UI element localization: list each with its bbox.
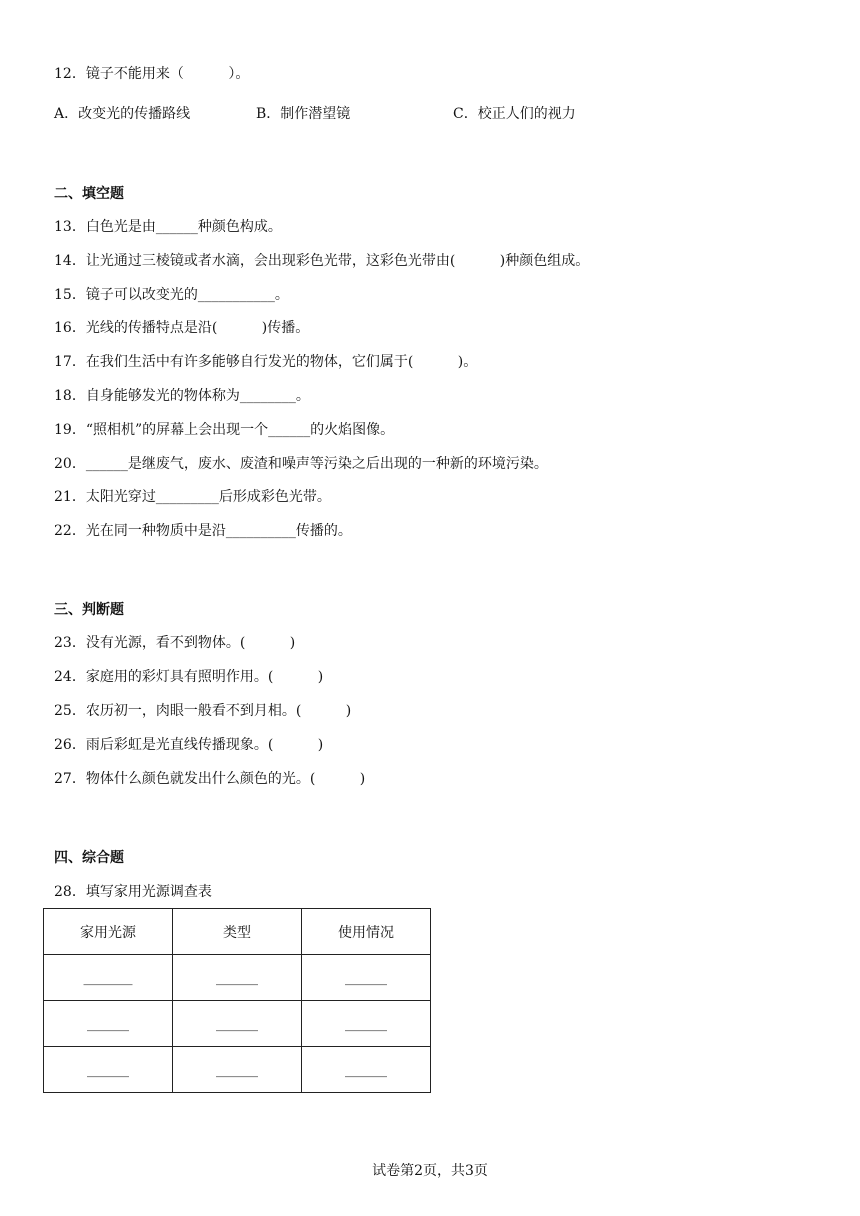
page-footer: 试卷第2页，共3页 bbox=[372, 1163, 488, 1179]
table-cell: ______ bbox=[44, 1047, 173, 1093]
option-b: B．制作潜望镜 bbox=[256, 106, 351, 122]
survey-table bbox=[43, 908, 431, 1093]
table-header-row bbox=[44, 909, 431, 955]
question-28: 28．填写家用光源调查表 bbox=[54, 884, 212, 900]
question-14: 14．让光通过三棱镜或者水滴，会出现彩色光带，这彩色光带由( )种颜色组成。 bbox=[54, 253, 590, 269]
question-stem: 12．镜子不能用来（ ）。 bbox=[54, 66, 250, 82]
question-20: 20．______是继废气，废水、废渣和噪声等污染之后出现的一种新的环境污染。 bbox=[54, 456, 548, 472]
table-cell: ______ bbox=[173, 1001, 302, 1047]
question-15: 15．镜子可以改变光的___________。 bbox=[54, 287, 289, 303]
question-27: 27．物体什么颜色就发出什么颜色的光。( ) bbox=[54, 771, 366, 787]
table-cell: ______ bbox=[302, 1047, 431, 1093]
table-header: 使用情况 bbox=[302, 909, 431, 955]
table-header: 类型 bbox=[173, 909, 302, 955]
question-17: 17．在我们生活中有许多能够自行发光的物体，它们属于( )。 bbox=[54, 354, 478, 370]
question-23: 23．没有光源，看不到物体。( ) bbox=[54, 635, 296, 651]
table-cell: _______ bbox=[44, 955, 173, 1001]
question-16: 16．光线的传播特点是沿( )传播。 bbox=[54, 320, 310, 336]
question-13: 13．白色光是由______种颜色构成。 bbox=[54, 219, 282, 235]
question-25: 25．农历初一，肉眼一般看不到月相。( ) bbox=[54, 703, 352, 719]
question-21: 21．太阳光穿过_________后形成彩色光带。 bbox=[54, 489, 331, 505]
table-cell: ______ bbox=[173, 955, 302, 1001]
question-22: 22．光在同一种物质中是沿__________传播的。 bbox=[54, 523, 352, 539]
table-row bbox=[44, 955, 431, 1001]
section-title: 三、判断题 bbox=[54, 602, 124, 618]
table-cell: ______ bbox=[302, 1001, 431, 1047]
table-cell: ______ bbox=[173, 1047, 302, 1093]
table-header: 家用光源 bbox=[44, 909, 173, 955]
table-cell: ______ bbox=[44, 1001, 173, 1047]
section-title: 二、填空题 bbox=[54, 186, 124, 202]
question-24: 24．家庭用的彩灯具有照明作用。( ) bbox=[54, 669, 324, 685]
question-18: 18．自身能够发光的物体称为________。 bbox=[54, 388, 310, 404]
table-row bbox=[44, 1001, 431, 1047]
option-c: C．校正人们的视力 bbox=[453, 106, 576, 122]
section-title: 四、综合题 bbox=[54, 850, 124, 866]
question-19: 19．“照相机”的屏幕上会出现一个______的火焰图像。 bbox=[54, 422, 395, 438]
table-cell: ______ bbox=[302, 955, 431, 1001]
option-a: A．改变光的传播路线 bbox=[54, 106, 191, 122]
question-26: 26．雨后彩虹是光直线传播现象。( ) bbox=[54, 737, 324, 753]
table-row bbox=[44, 1047, 431, 1093]
